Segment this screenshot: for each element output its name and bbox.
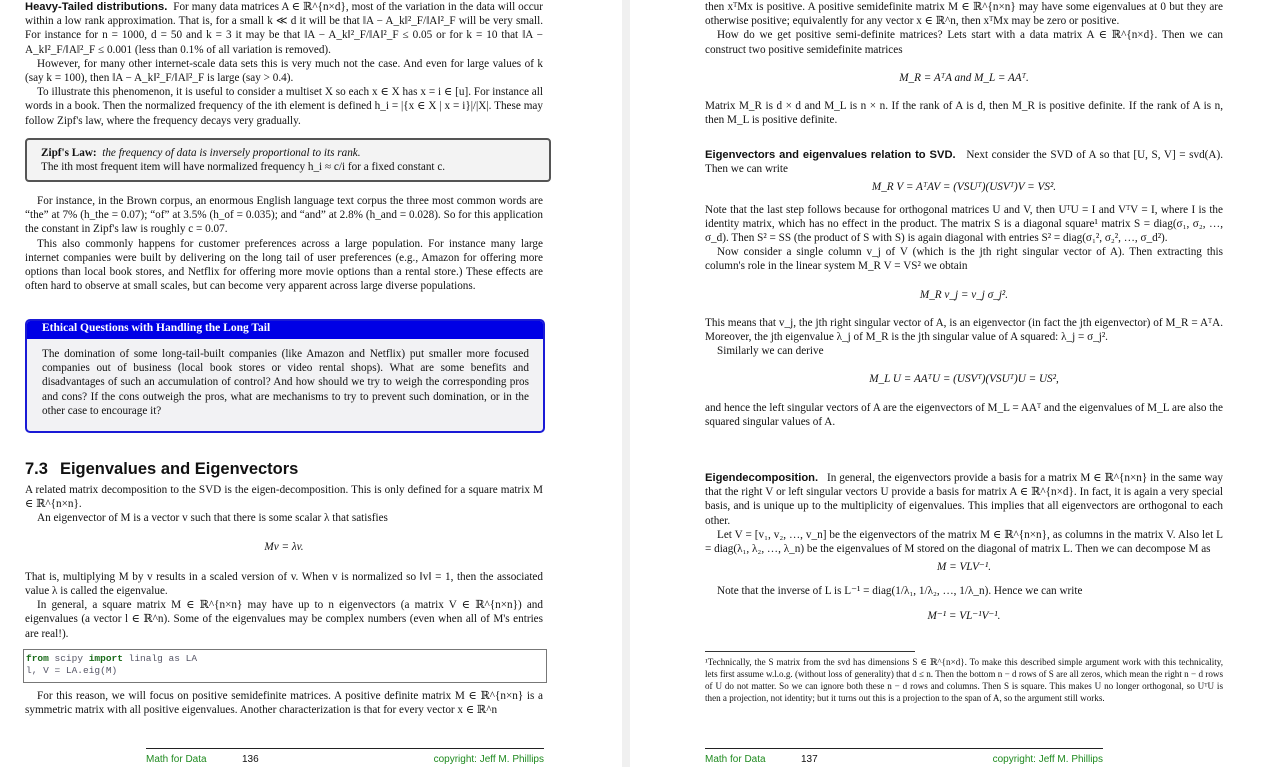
eigendecomposition-paragraph-3: Note that the inverse of L is L⁻¹ = diag(1/λ₁, 1/λ₂, …, 1/λ_n). Hence we can write xyxy=(717,585,1083,598)
eigendecomposition-paragraph-1: Eigendecomposition. In general, the eigenvectors provide a basis for a matrix M ∈ ℝ^{n×n} in the same way that the right V or left singular vectors U provide a basis for matrix A ∈ ℝ^{n×d}. In fact, it is again a very special basis, and is unique up to the multiplicity of eigenvalues. This implies that all eigenvectors are orthogonal to each other. xyxy=(705,472,1223,527)
heavy-tailed-section xyxy=(25,0,543,128)
brown-corpus-section xyxy=(25,194,543,293)
page-footer-136 xyxy=(146,748,544,769)
eigen-paragraph-3: That is, multiplying M by v results in a scaled version of v. When v is normalized so ‖v‖ = 1, then the associated value λ is called the eigenvalue. xyxy=(25,570,543,598)
eigen-paragraph-1: A related matrix decomposition to the SVD is the eigen-decomposition. This is only defined for a square matrix M ∈ ℝ^{n×n}. xyxy=(25,484,543,511)
brown-corpus-paragraph-1: For instance, in the Brown corpus, an enormous English language text corpus the three most common words are “the” at 7% (h_the = 0.07); “of” at 3.5% (h_of = 0.035); and “and” at 2.8% (h_and = 0.028). So for this application the constant in Zipf's law is roughly c = 0.07. xyxy=(25,195,543,236)
svd-paragraph-2: Note that the last step follows because for orthogonal matrices U and V, then UᵀU = I and VᵀV = I, where I is the identity matrix, which has no effect in the product. The matrix S is a diagonal square¹ matrix S = diag(σ₁, σ₂, …, σ_d). Then S² = SS (the product of S with S) is again diagonal with entries S² = diag(σ₁², σ₂², …, σ_d²). xyxy=(705,203,1223,245)
equation-mlu: M_L U = AAᵀU = (USVᵀ)(VSUᵀ)U = US², xyxy=(869,373,1059,386)
svd-paragraph-6: and hence the left singular vectors of A are the eigenvectors of M_L = AAᵀ and the eigenvalues of M_L are also the squared singular values of A. xyxy=(705,401,1223,428)
heavy-tailed-paragraph-2: However, for many other internet-scale data sets this is very much not the case. And even for large values of k (say k = 100), then ‖A − A_k‖²_F/‖A‖²_F is large (say > 0.4). xyxy=(25,57,543,85)
section-title: Eigenvalues and Eigenvectors xyxy=(59,460,299,478)
equation-mv-lambda-v: Mv = λv. xyxy=(264,540,304,553)
code-line-1: from scipy import linalg as LA xyxy=(26,653,198,664)
equation-mrv: M_R V = AᵀAV = (VSUᵀ)(USVᵀ)V = VS². xyxy=(871,181,1057,194)
brown-corpus-paragraph-2: This also commonly happens for customer preferences across a large population. For instance many large internet companies were built by delivering on the long tail of user preferences (e.g., Amazon for offering more options than local book stores, and Netflix for offering more movie options than a rental store.) These effects are often hard to observe at small scales, but can become very apparent across large diverse populations. xyxy=(25,237,543,293)
right-paragraph-1: then xᵀMx is positive. A positive semidefinite matrix M ∈ ℝ^{n×n} may have some eigenvalues at 0 but they are otherwise positive; equivalently for any vector x ∈ ℝ^n, then xᵀMx may be zero or positive. xyxy=(705,1,1223,28)
zipf-law-box xyxy=(25,138,551,182)
ethics-box-title: Ethical Questions with Handling the Long Tail xyxy=(27,321,543,339)
footnote-1: ¹Technically, the S matrix from the svd has dimensions S ∈ ℝ^{n×d}. To make this described simple argument work with this technicality, lets first assume w.l.o.g. (without loss of generality) that d ≤ n. Then the bottom n − d rows of S are all zeros, which mean the right n − d rows of U do not matter. So we can ignore both these n − d rows and columns. Then S is square. This makes U no longer orthogonal, so UᵀU is then a projection, not identity; but it turns out this is a projection to the span of A, so the argument still works. xyxy=(705,657,1223,703)
eigen-paragraph-2: An eigenvector of M is a vector v such that there is some scalar λ that satisfies xyxy=(37,512,388,525)
zipf-statement: the frequency of data is inversely proportional to its rank. xyxy=(102,147,361,159)
heavy-tailed-paragraph-3: To illustrate this phenomenon, it is useful to consider a multiset X so each x ∈ X has x = i ∈ [u]. For instance all words in a book. Then the normalized frequency of the ith element is defined h_i = |{x ∈ X | x = i}|/|X|. These may follow Zipf's law, where the frequency decays very gradually. xyxy=(25,86,543,127)
code-line-2: l, V = LA.eig(M) xyxy=(26,665,118,676)
equation-mr-ml: M_R = AᵀA and M_L = AAᵀ. xyxy=(899,71,1029,84)
svd-paragraph-4: This means that v_j, the jth right singular vector of A, is an eigenvector (in fact the jth eigenvector) of M_R = AᵀA. Moreover, the jth eigenvalue λ_j of M_R is the jth singular value of A squared: λ_j = σ_j². xyxy=(705,316,1223,344)
psd-intro xyxy=(25,689,543,717)
eigen-paragraph-5: For this reason, we will focus on positive semidefinite matrices. A positive definite matrix M ∈ ℝ^{n×n} is a symmetric matrix with all positive eigenvalues. Another characterization is that for every vector x ∈ ℝ^n xyxy=(25,690,543,717)
svd-relation-section xyxy=(705,148,1223,429)
footer-book-title: Math for Data xyxy=(705,754,766,765)
svd-paragraph-3: Now consider a single column v_j of V (which is the jth right singular vector of A). Then extracting this column's role in the linear system M_R V = VS² we obtain xyxy=(705,246,1223,273)
eigendecomposition-paragraph-2: Let V = [v₁, v₂, …, v_n] be the eigenvectors of the matrix M ∈ ℝ^{n×n}, as columns in the matrix V. Also let L = diag(λ₁, λ₂, …, λ_n) be the eigenvalues of M stored on the diagonal of matrix L. Then we can decompose M as xyxy=(705,528,1223,556)
heavy-tailed-heading: Heavy-Tailed distributions. xyxy=(25,1,168,13)
equation-m-inverse: M⁻¹ = VL⁻¹V⁻¹. xyxy=(927,609,1001,622)
page-136 xyxy=(0,0,622,767)
page-footer-137 xyxy=(705,748,1103,769)
section-heading xyxy=(25,460,298,479)
footer-page-number: 137 xyxy=(801,754,818,765)
eigen-paragraph-4: In general, a square matrix M ∈ ℝ^{n×n} may have up to n eigenvectors (a matrix V ∈ ℝ^{n×n}) and eigenvalues (a vector l ∈ ℝ^n). Some of the eigenvalues may be complex numbers (even when all of M's entries are real!). xyxy=(25,599,543,640)
right-paragraph-3: Matrix M_R is d × d and M_L is n × n. If the rank of A is d, then M_R is positive definite. If the rank of A is n, then M_L is positive definite. xyxy=(705,100,1223,127)
code-block[interactable] xyxy=(23,649,547,683)
page-137 xyxy=(630,0,1280,767)
svd-paragraph-1: Eigenvectors and eigenvalues relation to SVD. Next consider the SVD of A so that [U, S, V] = svd(A). Then we can write xyxy=(705,149,1224,176)
ethics-box-body: The domination of some long-tail-built companies (like Amazon and Netflix) put smaller more focused companies out of business (local book stores or video rental shops). What are some benefits and disadvantages of such an accumulation of control? And how should we try to weigh the corresponding pros and cons? If the cons outweigh the pros, what are mechanisms to try to prevent such domination, or in the other case to encourage it? xyxy=(42,348,529,417)
heavy-tailed-paragraph-1: Heavy-Tailed distributions. For many data matrices A ∈ ℝ^{n×d}, most of the variation in the data will occur within a low rank approximation. That is, for a small k ≪ d it will be that ‖A − A_k‖²_F/‖A‖²_F will be very small. For instance for n = 1000, d = 50 and k = 3 it may be that ‖A − A_k‖²_F/‖A‖²_F ≤ 0.05 or for k = 10 that ‖A − A_k‖²_F/‖A‖²_F ≤ 0.001 (less than 0.1% of all variation is removed). xyxy=(25,1,543,56)
footer-copyright: copyright: Jeff M. Phillips xyxy=(433,754,544,765)
svd-paragraph-5: Similarly we can derive xyxy=(717,345,824,358)
footer-book-title: Math for Data xyxy=(146,754,207,765)
eigendecomposition-section xyxy=(705,471,1223,623)
equation-m-vlv: M = VLV⁻¹. xyxy=(937,561,991,574)
footer-page-number: 136 xyxy=(242,754,259,765)
eigendecomposition-heading: Eigendecomposition. xyxy=(705,472,819,484)
zipf-line-2: The ith most frequent item will have normalized frequency h_i ≈ c/i for a fixed constant c. xyxy=(41,161,446,173)
footnote-rule xyxy=(705,651,915,652)
footer-copyright: copyright: Jeff M. Phillips xyxy=(992,754,1103,765)
eigen-section-body xyxy=(25,483,543,641)
page-divider xyxy=(622,0,630,767)
right-paragraph-2: How do we get positive semi-definite matrices? Lets start with a data matrix A ∈ ℝ^{n×d}. Then we can construct two positive semidefinite matrices xyxy=(705,29,1223,56)
svd-relation-heading: Eigenvectors and eigenvalues relation to SVD. xyxy=(705,149,956,161)
equation-mrvj: M_R v_j = v_j σ_j². xyxy=(919,288,1009,301)
zipf-title: Zipf's Law: xyxy=(41,147,97,159)
section-number: 7.3 xyxy=(25,460,48,478)
psd-continued xyxy=(705,0,1223,127)
ethics-box xyxy=(25,319,545,433)
